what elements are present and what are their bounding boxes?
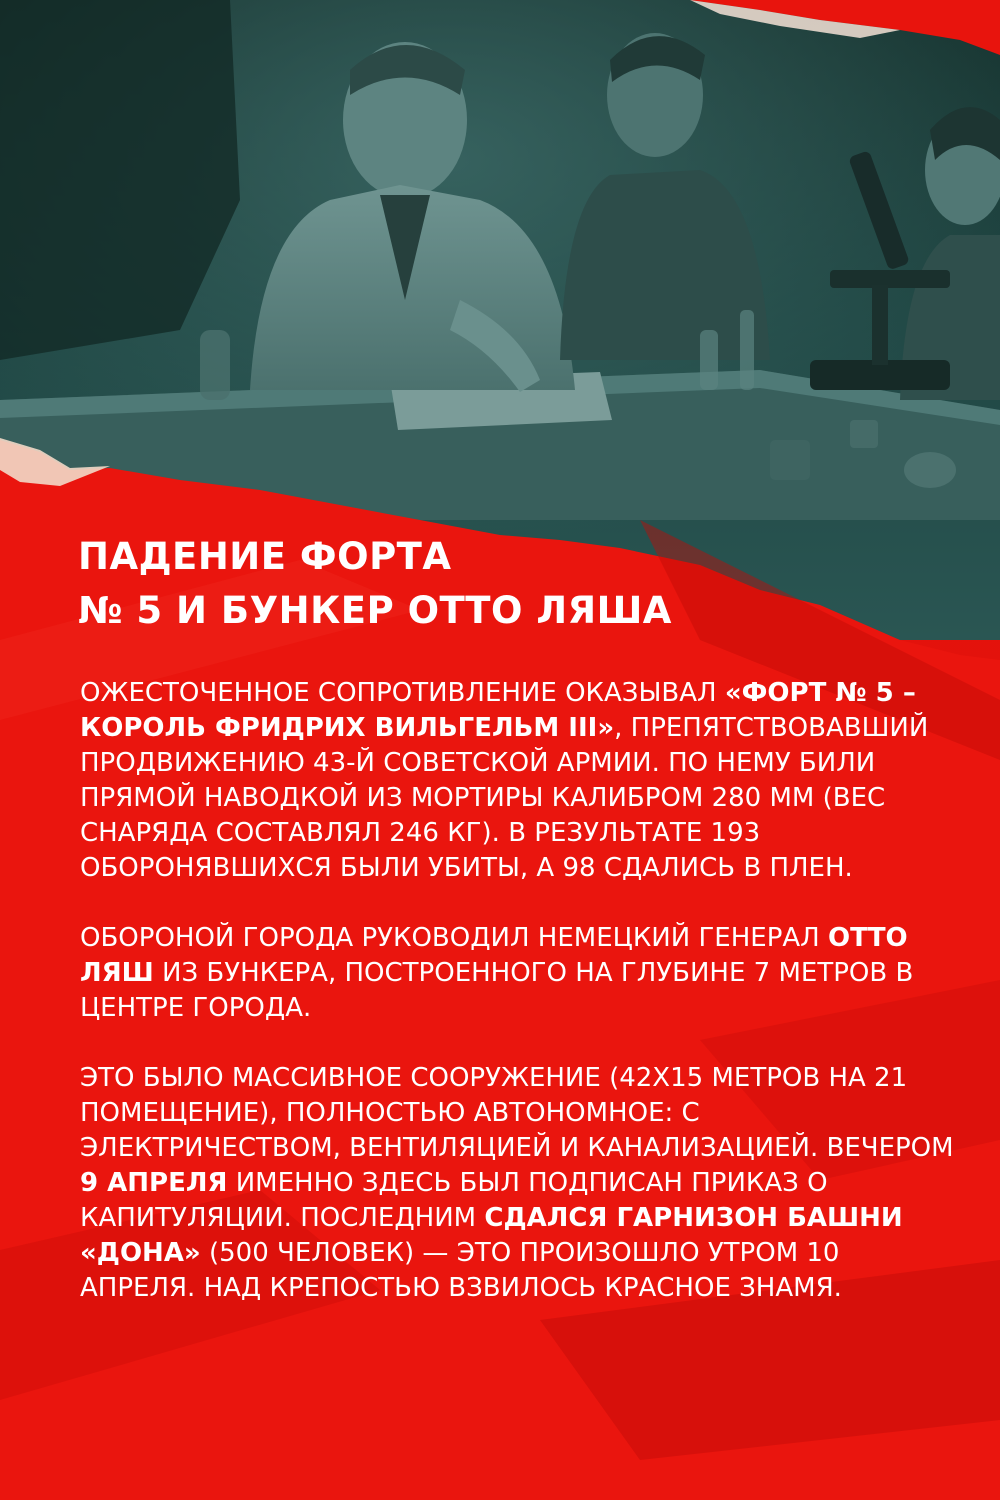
title-line-1: ПАДЕНИЕ ФОРТА [78,535,452,578]
article-body [80,676,960,1341]
general-name-highlight: ОТТО ЛЯШ [80,923,908,988]
title-line-2: № 5 И БУНКЕР ОТТО ЛЯША [78,589,672,632]
paragraph-fort-5 [80,676,960,886]
text-run: (500 ЧЕЛОВЕК) — ЭТО ПРОИЗОШЛО УТРОМ 10 АПРЕЛЯ. НАД КРЕПОСТЬЮ ВЗВИЛОСЬ КРАСНОЕ ЗНАМЯ. [80,1238,842,1303]
garrison-highlight: СДАЛСЯ ГАРНИЗОН БАШНИ «ДОНА» [80,1203,903,1268]
paragraph-bunker [80,1061,960,1306]
page-title [78,530,958,638]
text-run: ОБОРОНОЙ ГОРОДА РУКОВОДИЛ НЕМЕЦКИЙ ГЕНЕРАЛ [80,923,828,953]
text-run: ИЗ БУНКЕРА, ПОСТРОЕННОГО НА ГЛУБИНЕ 7 МЕТРОВ В ЦЕНТРЕ ГОРОДА. [80,958,914,1023]
paragraph-otto-lasch [80,921,960,1026]
text-run: ОЖЕСТОЧЕННОЕ СОПРОТИВЛЕНИЕ ОКАЗЫВАЛ [80,678,725,708]
text-run: , ПРЕПЯТСТВОВАВШИЙ ПРОДВИЖЕНИЮ 43-Й СОВЕТСКОЙ АРМИИ. ПО НЕМУ БИЛИ ПРЯМОЙ НАВОДКОЙ ИЗ МОРТИРЫ КАЛИБРОМ 280 ММ (ВЕС СНАРЯДА СОСТАВЛЯЛ 246 КГ). В РЕЗУЛЬТАТЕ 193 ОБОРОНЯВШИХСЯ БЫЛИ УБИТЫ, А 98 СДАЛИСЬ В ПЛЕН. [80,713,929,883]
text-run: ИМЕННО ЗДЕСЬ БЫЛ ПОДПИСАН ПРИКАЗ О КАПИТУЛЯЦИИ. ПОСЛЕДНИМ [80,1168,828,1233]
date-highlight: 9 АПРЕЛЯ [80,1168,228,1198]
text-run: ЭТО БЫЛО МАССИВНОЕ СООРУЖЕНИЕ (42Х15 МЕТРОВ НА 21 ПОМЕЩЕНИЕ), ПОЛНОСТЬЮ АВТОНОМНОЕ: С ЭЛЕКТРИЧЕСТВОМ, ВЕНТИЛЯЦИЕЙ И КАНАЛИЗАЦИЕЙ. ВЕЧЕРОМ [80,1063,954,1163]
fort-name-highlight: «ФОРТ № 5 – КОРОЛЬ ФРИДРИХ ВИЛЬГЕЛЬМ III» [80,678,916,743]
